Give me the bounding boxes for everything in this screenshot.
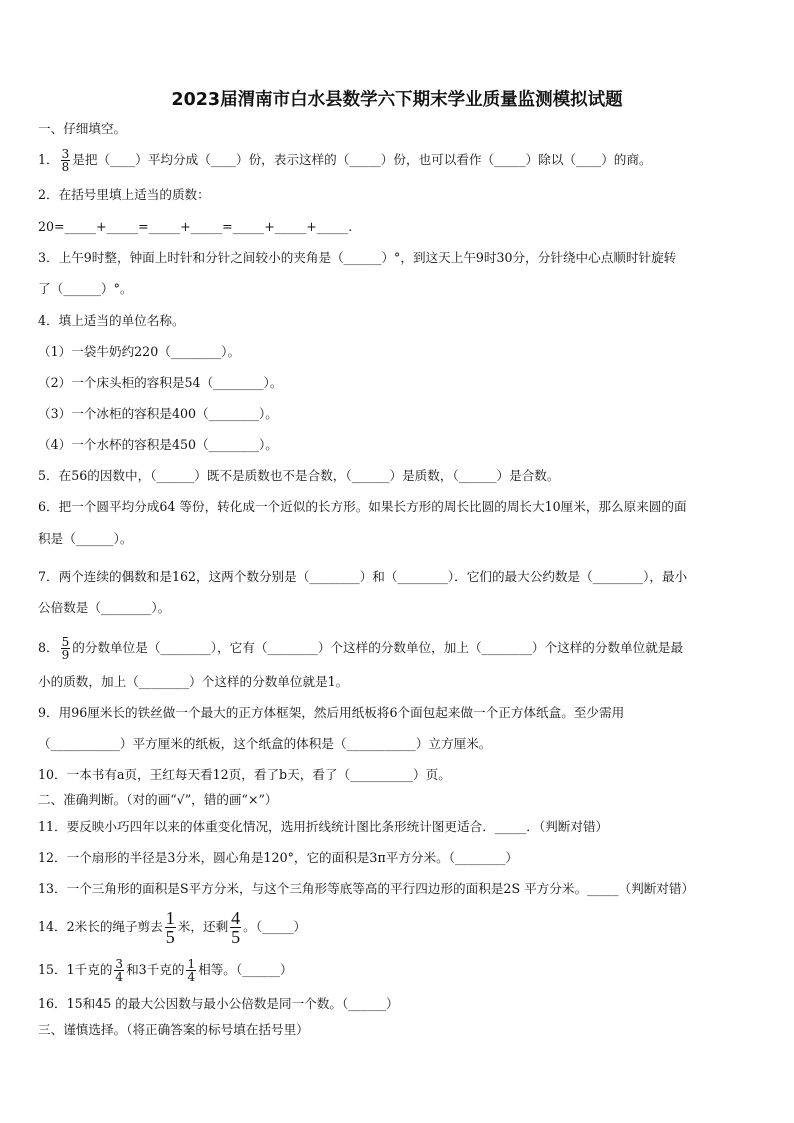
section-2-heading: 二、准确判断。（对的画“√”，错的画“×”） xyxy=(38,792,278,807)
question-8-text: 的分数单位是（________），它有（________）个这样的分数单位，加上（________）个这样的分数单位就是最 xyxy=(72,640,684,655)
question-6-line-1: 6．把一个圆平均分成64 等份，转化成一个近似的长方形。如果长方形的周长比圆的周长大10厘米，那么原来圆的面 xyxy=(38,499,687,514)
fraction-3-4: $\frac{3}{4}$ xyxy=(115,957,124,984)
question-8-number: 8． xyxy=(38,640,59,655)
question-10: 10．一本书有a页，王红每天看12页，看了b天，看了（__________）页。 xyxy=(38,767,451,782)
fraction-4-5: $\frac{4}{5}$ xyxy=(231,908,241,947)
fraction-5-9: $\frac{5}{9}$ xyxy=(61,635,70,662)
question-9-line-1: 9．用96厘米长的铁丝做一个最大的正方体框架，然后用纸板将6个面包起来做一个正方体纸盒。至少需用 xyxy=(38,705,625,720)
fraction-1-4: $\frac{1}{4}$ xyxy=(187,957,196,984)
question-11: 11．要反映小巧四年以来的体重变化情况，选用折线统计图比条形统计图更适合．_____．（判断对错） xyxy=(38,819,609,834)
question-8-line-2: 小的质数，加上（________）个这样的分数单位就是1。 xyxy=(38,674,349,689)
question-14: 14．2米长的绳子剪去 $\frac{1}{5}$ 米，还剩 $\frac{4}{5}$ 。（_____） xyxy=(38,908,307,947)
fraction-1-5: $\frac{1}{5}$ xyxy=(165,908,175,947)
question-1 xyxy=(38,148,652,173)
question-8-line-1 xyxy=(38,636,683,661)
question-1-number: 1． xyxy=(38,152,59,167)
question-4: 4．填上适当的单位名称。 xyxy=(38,313,185,328)
question-13: 13．一个三角形的面积是S平方分米，与这个三角形等底等高的平行四边形的面积是2S 平方分米。_____（判断对错） xyxy=(38,881,695,896)
question-7-line-1: 7．两个连续的偶数和是162，这两个数分别是（________）和（________）．它们的最大公约数是（________），最小 xyxy=(38,569,688,584)
fraction-3-8: $\frac{3}{8}$ xyxy=(61,147,70,174)
question-4-part-3: （3）一个冰柜的容积是400（________）。 xyxy=(38,406,278,421)
question-2: 2．在括号里填上适当的质数： xyxy=(38,187,210,202)
page-title: 2023届渭南市白水县数学六下期末学业质量监测模拟试题 xyxy=(171,90,623,110)
question-4-part-1: （1）一袋牛奶约220（________）。 xyxy=(38,344,241,359)
question-12: 12．一个扇形的半径是3分米，圆心角是120°，它的面积是3π平方分米。（________） xyxy=(38,850,518,865)
question-7-line-2: 公倍数是（________）。 xyxy=(38,600,171,615)
question-6-line-2: 积是（______）。 xyxy=(38,531,133,546)
question-4-part-4: （4）一个水杯的容积是450（________）。 xyxy=(38,437,278,452)
section-1-heading: 一、仔细填空。 xyxy=(38,121,127,136)
question-15: 15．1千克的 $\frac{3}{4}$ 和3千克的 $\frac{1}{4}$ 相等。（______） xyxy=(38,957,293,984)
section-3-heading: 三、谨慎选择。（将正确答案的标号填在括号里） xyxy=(38,1022,309,1037)
question-3-line-2: 了（______）°。 xyxy=(38,281,133,296)
question-3-line-1: 3．上午9时整，钟面上时针和分针之间较小的夹角是（______）°，到这天上午9时30分，分针绕中心点顺时针旋转 xyxy=(38,250,677,265)
question-16: 16．15和45 的最大公因数与最小公倍数是同一个数。（______） xyxy=(38,996,399,1011)
question-1-text: 是把（____）平均分成（____）份，表示这样的（_____）份，也可以看作（_____）除以（____）的商。 xyxy=(72,152,652,167)
question-4-part-2: （2）一个床头柜的容积是54（________）。 xyxy=(38,375,283,390)
question-2-equation: 20=_____+_____=_____+_____=_____+_____+_____. xyxy=(38,219,353,234)
question-9-line-2: （___________）平方厘米的纸板，这个纸盒的体积是（___________）立方厘米。 xyxy=(38,736,492,751)
question-5: 5．在56的因数中，（______）既不是质数也不是合数，（______）是质数，（______）是合数。 xyxy=(38,468,560,483)
